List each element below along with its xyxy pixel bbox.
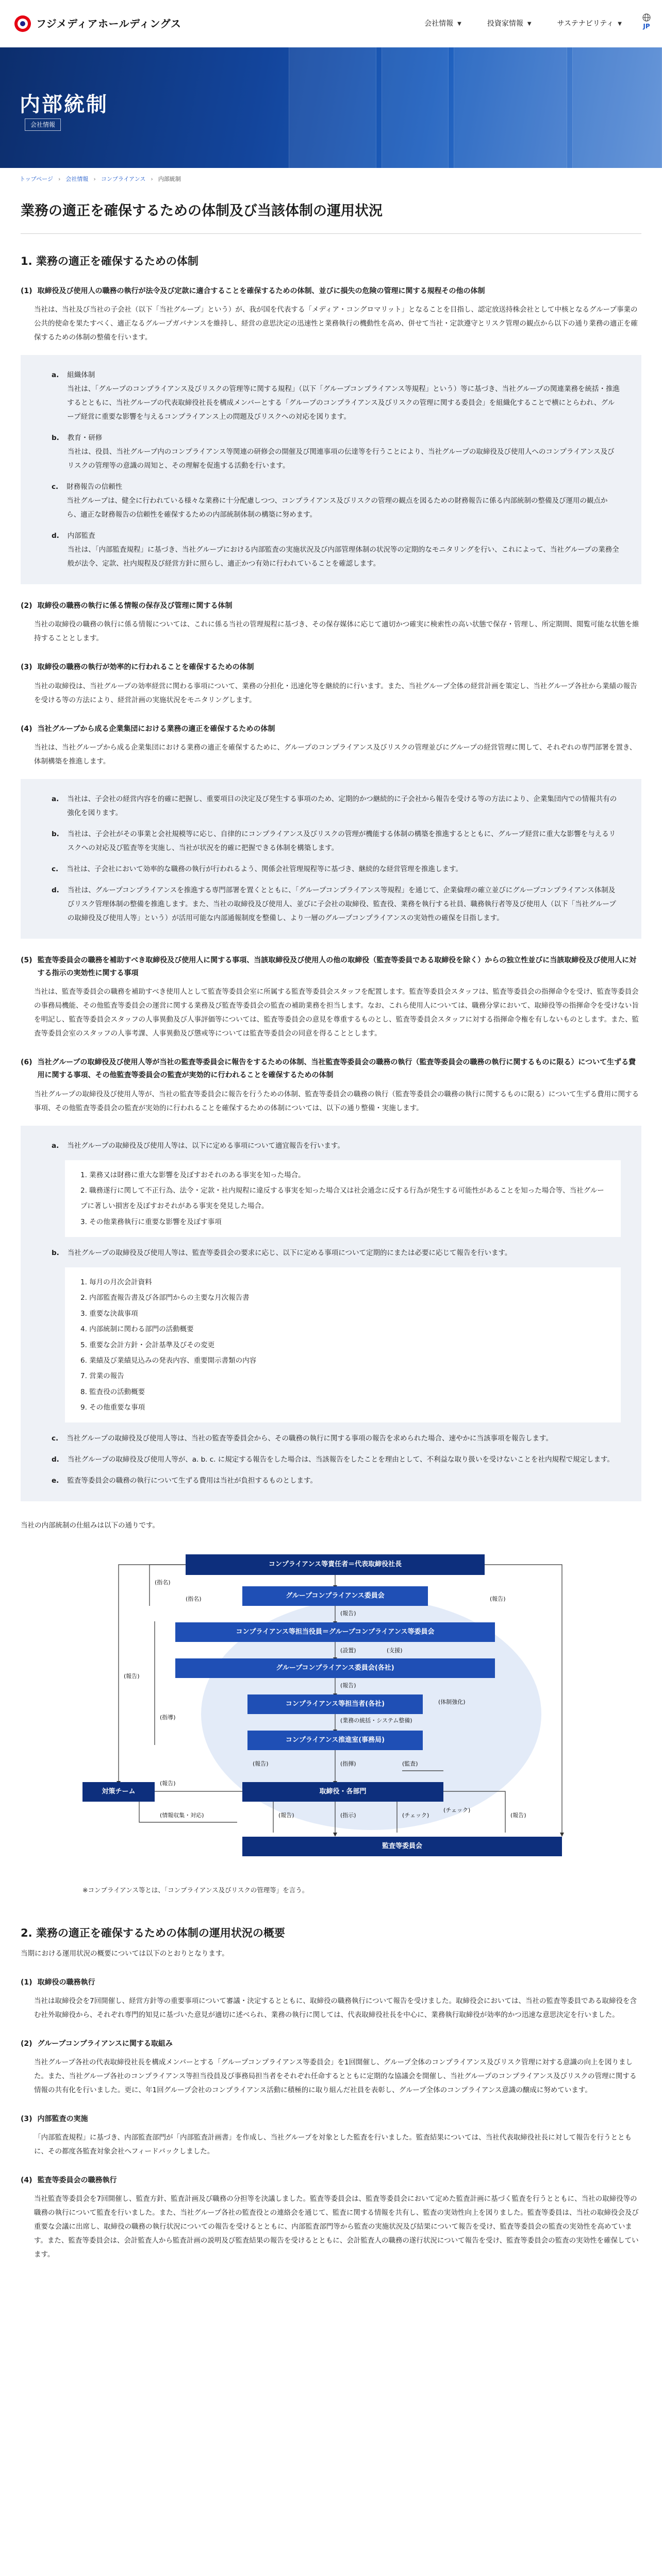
sub-list-item: 5. 重要な会計方針・会計基準及びその変更: [80, 1341, 215, 1349]
section-1-title: 1. 業務の適正を確保するための体制: [21, 255, 198, 267]
item-heading: [21, 600, 641, 613]
company-logo-icon: [13, 14, 32, 33]
list-text: 当社グループの取締役及び使用人等が、a. b. c. に規定する報告をした場合は、当該報告をしたことを理由として、不利益な取り扱いを受けないことを社内規程で規定します。: [67, 1455, 614, 1464]
diagram-label: (情報収集・対応): [160, 1812, 204, 1819]
list-label: 内部監査: [67, 532, 95, 540]
sub-list-item: 3. 重要な決裁事項: [80, 1309, 138, 1318]
cc-secretariat-box: コンプライアンス推進室(事務局): [247, 1731, 423, 1750]
diagram-label: (監査): [402, 1760, 418, 1768]
diagram-label: (報告): [124, 1673, 140, 1680]
list-marker: d.: [52, 1455, 59, 1464]
detail-box: [21, 1126, 641, 1502]
sub-list-box: [65, 1267, 621, 1422]
compliance-officer-box: コンプライアンス等担当役員＝グループコンプライアンス等委員会: [175, 1622, 495, 1642]
language-label: JP: [643, 23, 650, 30]
item-heading-text: 当社グループの取締役及び使用人等が当社の監査等委員会に報告をするための体制、当社監査等委員会の職務の執行（監査等委員会の職務の執行に関するものに限る）について生ずる費用に関する事項、その他監査等委員会の監査が実効的に行われることを確保するための体制: [37, 1058, 636, 1080]
nav-sustainability[interactable]: [557, 17, 622, 31]
list-marker: b.: [52, 1249, 59, 1257]
item-heading-text: 取締役の職務の執行に係る情報の保存及び管理に関する体制: [37, 602, 233, 611]
list-text: 当社は、子会社の経営内容を的確に把握し、重要項目の決定及び発生する事項のため、定期的かつ継続的に子会社から報告を受ける等の方法により、企業集団内での情報共有の強化を図ります。: [67, 794, 617, 817]
item-body: 当社は取締役会を7回開催し、経営方針等の重要事項について審議・決定するとともに、取締役の職務執行について報告を受けました。取締役会においては、当社の監査等委員である取締役を含む社外取締役から、それぞれ専門的知見に基づいた意見が適切に述べられ、業務の執行に関しては、代表取締役社長を中心に、業務執行取締役が効率的かつ迅速な意思決定を行いました。: [34, 1996, 637, 2019]
breadcrumb-separator: ›: [58, 176, 61, 182]
diagram-label: (報告): [510, 1812, 526, 1819]
connector-arrow: [560, 1833, 564, 1837]
sub-list-item: 1. 業務又は財務に重大な影響を及ぼすおそれのある事実を知った場合。: [80, 1171, 305, 1179]
item-heading-text: 取締役の職務の執行が効率的に行われることを確保するための体制: [37, 663, 254, 672]
list-marker: b.: [52, 434, 59, 443]
logo[interactable]: [13, 14, 181, 33]
item-heading: [21, 285, 641, 298]
sub-list-item: 2. 内部監査報告書及び各部門からの主要な月次報告書: [80, 1294, 250, 1302]
connector-arrow: [333, 1833, 337, 1837]
list-label: 組織体制: [67, 371, 95, 380]
sub-list-item: 8. 監査役の活動概要: [80, 1387, 145, 1396]
diagram-label: (報告): [253, 1760, 269, 1768]
list-marker: a.: [52, 794, 59, 803]
list-text: 当社は、グループコンプライアンスを推進する専門部署を置くとともに、「グループコンプライアンス等規程」を通じて、企業倫理の確立並びにグループコンプライアンス体制及びリスク管理体制の整備を推進します。また、当社の取締役及び使用人、並びに子会社の取締役、監査役、業務を執行する社員、職務執行者等及び使用人（以下「当社グループの取締役及び使用人等」という）が活用可能な内部通報制度を整備し、より一層のグループコンプライアンスの実効性の確保を目指します。: [67, 886, 616, 922]
item-number: (4): [21, 2176, 32, 2185]
list-marker: c.: [52, 865, 59, 873]
list-marker: a.: [52, 1141, 59, 1150]
item-number: (1): [21, 287, 32, 295]
diagram-intro: 当社の内部統制の仕組みは以下の通りです。: [21, 1521, 159, 1530]
sub-list-item: 9. その他重要な事項: [80, 1403, 145, 1412]
item-heading-text: グループコンプライアンスに関する取組み: [37, 2039, 173, 2048]
group-committee-box: グループコンプライアンス委員会: [242, 1586, 428, 1606]
section-2-title: 2. 業務の適正を確保するための体制の運用状況の概要: [21, 1927, 285, 1940]
list-marker: c.: [52, 483, 59, 492]
item-heading-text: 当社グループから成る企業集団における業務の適正を確保するための体制: [37, 724, 275, 733]
site-header: [0, 0, 662, 47]
item-heading: [21, 2038, 641, 2050]
audit-committee-box: 監査等委員会: [242, 1837, 562, 1856]
sub-list-item: 1. 毎月の月次会計資料: [80, 1278, 152, 1286]
hero-title: 内部統制: [20, 93, 108, 116]
item-body: 当社の取締役は、当社グループの効率経営に関わる事項について、業務の分担化・迅速化等を継続的に行います。また、当社グループ全体の経営計画を策定し、当社グループ各社から業績の報告を受ける等の方法により、経営計画の実施状況をモニタリングします。: [34, 682, 637, 704]
list-item: [52, 827, 621, 855]
diagram-label: (指名): [155, 1579, 171, 1586]
breadcrumb-link-compliance[interactable]: コンプライアンス: [101, 176, 146, 182]
hero-building-image: [572, 36, 662, 168]
hero-building-image: [382, 46, 449, 168]
diagram-label: (設置): [340, 1647, 356, 1654]
item-heading: [21, 661, 641, 674]
diagram-label: (報告): [278, 1812, 294, 1819]
section-2-intro: 当期における運用状況の概要については以下のとおりとなります。: [21, 1949, 229, 1958]
chevron-down-icon: ▼: [618, 21, 622, 27]
sub-list-item: 4. 内部統制に関わる部門の活動概要: [80, 1325, 194, 1334]
language-switch[interactable]: [642, 13, 651, 30]
list-item: [52, 1139, 621, 1153]
diagram-footnote: ※コンプライアンス等とは、「コンプライアンス及びリスクの管理等」を言う。: [82, 1886, 309, 1894]
board-departments-box: 取締役・各部門: [242, 1782, 443, 1802]
list-text: 当社は、「内部監査規程」に基づき、当社グループにおける内部監査の実施状況及び内部管理体制の状況等の定期的なモニタリングを行い、これによって、当社グループの業務全般が法令、定款、社内規程及び経営方針に照らし、適正かつ有効に行われていることを確認します。: [67, 546, 619, 568]
list-item: [52, 862, 621, 876]
item-heading: [21, 1976, 641, 1989]
diagram-label: (報告): [490, 1596, 506, 1603]
list-text: 当社グループは、健全に行われている様々な業務に十分配慮しつつ、コンプライアンス及びリスクの管理の観点を図るための財務報告に係る内部統制の整備及び運用の観点から、適正な財務報告の信頼性を確保するための内部統制体制の構築に努めます。: [67, 497, 608, 519]
item-heading-text: 取締役の職務執行: [37, 1978, 95, 1987]
item-heading-text: 監査等委員会の職務を補助すべき取締役及び使用人に関する事項、当該取締役及び使用人の他の取締役（監査等委員である取締役を除く）からの独立性並びに当該取締役及び使用人に対する指示の実効性に関する事項: [37, 956, 637, 977]
diagram-label: (報告): [340, 1610, 356, 1617]
global-nav: [424, 17, 622, 31]
diagram-label: (報告): [340, 1682, 356, 1689]
item-heading-text: 内部監査の実施: [37, 2115, 88, 2123]
breadcrumb-separator: ›: [93, 176, 96, 182]
item-body: 当社は、当社及び当社の子会社（以下「当社グループ」という）が、我が国を代表する「メディア・コングロマリット」となることを目指し、認定放送持株会社として中核となるグループ事業の公共的使命を果たすべく、適正なるグループガバナンスを維持し、経営の意思決定の迅速性と業務執行の機動性を高め、併せて当社・定款遵守とリスク管理の観点から以下の通り業務の適正を確保するための体制の整備を行います。: [34, 306, 638, 342]
list-item: [52, 368, 621, 424]
breadcrumb-separator: ›: [151, 176, 153, 182]
list-label: 教育・研修: [67, 434, 103, 443]
list-text: 当社は、子会社において効率的な職務の執行が行われるよう、関係会社管理規程等に基づき、継続的な経営管理を推進します。: [67, 865, 463, 873]
diagram-label: (業務の統括・システム整備): [340, 1717, 412, 1724]
list-marker: d.: [52, 886, 59, 894]
list-text: 当社グループの取締役及び使用人等は、当社の監査等委員会から、その職務の執行に関する事項の報告を求められた場合、速やかに当該事項を報告します。: [67, 1434, 553, 1443]
list-item: [52, 792, 621, 820]
internal-control-diagram: [82, 1544, 629, 1879]
detail-box: [21, 355, 641, 584]
item-heading: [21, 723, 641, 736]
item-number: (3): [21, 663, 32, 672]
list-item: [52, 1453, 621, 1467]
list-label: 財務報告の信頼性: [67, 483, 123, 492]
item-heading-text: 監査等委員会の職務執行: [37, 2176, 117, 2185]
item-heading: [21, 2174, 641, 2187]
item-heading: [21, 954, 641, 980]
nav-label: 投資家情報: [487, 19, 523, 28]
diagram-label: (チェック): [402, 1812, 429, 1819]
globe-icon: [642, 13, 651, 22]
item-body: 当社は、監査等委員会の職務を補助すべき使用人として監査等委員会室に所属する監査等委員会スタッフを配置します。監査等委員会スタッフは、監査等委員会の指揮命令を受け、監査等委員会の事務局機能、その他監査等委員会の運営に関する業務及び監査等委員会の監査の補助業務を担当します。なお、これら使用人については、職務分掌において、取締役等の指揮命令を受けない旨を明記し、監査等委員会スタッフの人事異動及び人事評価等については、監査等委員会の意見を尊重するものとし、監査等委員会スタッフに対する指揮命令権を有しないものとします。また、監査等委員会室のスタッフの人事考課、人事異動及び懲戒等については監査等委員会の同意を得ることとします。: [34, 988, 639, 1038]
page-title: 業務の適正を確保するための体制及び当該体制の運用状況: [21, 201, 641, 234]
sub-list-box: [65, 1160, 621, 1238]
list-marker: a.: [52, 371, 59, 380]
chevron-down-icon: ▼: [457, 21, 461, 27]
nav-company-info[interactable]: [424, 17, 461, 31]
list-item: [52, 1432, 621, 1446]
item-body: 「内部監査規程」に基づき、内部監査部門が「内部監査計画書」を作成し、当社グループを対象とした監査を行いました。監査結果については、当社代表取締役社長に対して報告を行うとともに、その都度各監査対象会社へフィードバックしました。: [34, 2133, 632, 2156]
list-marker: e.: [52, 1477, 59, 1485]
list-text: 当社グループの取締役及び使用人等は、監査等委員会の要求に応じ、以下に定める事項について定期的にまたは必要に応じて報告を行います。: [67, 1249, 512, 1257]
hero-category-tag: 会社情報: [25, 118, 61, 131]
item-number: (2): [21, 2039, 32, 2048]
sub-list-item: 6. 業績及び業績見込みの発表内容、重要開示書類の内容: [80, 1356, 257, 1365]
task-team-box: 対策チーム: [82, 1782, 155, 1802]
list-item: [52, 1246, 621, 1260]
nav-investor-info[interactable]: [487, 17, 532, 31]
cc-officer-box: コンプライアンス等担当者(各社): [247, 1694, 423, 1714]
group-cc-box: グループコンプライアンス委員会(各社): [175, 1658, 495, 1678]
list-marker: b.: [52, 829, 59, 838]
diagram-label: (指導): [160, 1714, 176, 1721]
compliance-head-box: コンプライアンス等責任者＝代表取締役社長: [186, 1554, 485, 1575]
list-text: 当社グループの取締役及び使用人等は、以下に定める事項について適宜報告を行います。: [67, 1141, 344, 1150]
item-body: 当社は、当社グループから成る企業集団における業務の適正を確保するために、グループのコンプライアンス及びリスクの管理並びにグループの経営管理に関して、それぞれの専門部署を置き、体制構築を推進します。: [34, 743, 637, 766]
list-marker: c.: [52, 1434, 59, 1443]
breadcrumb-link-company[interactable]: 会社情報: [65, 176, 89, 182]
item-number: (6): [21, 1058, 32, 1067]
main-content: [21, 201, 641, 2262]
breadcrumb-link-top[interactable]: トップページ: [20, 176, 54, 182]
list-item: [52, 431, 621, 473]
item-number: (1): [21, 1978, 32, 1987]
list-text: 当社は、「グループのコンプライアンス及びリスクの管理等に関する規程」（以下「グループコンプライアンス等規程」という）等に基づき、当社グループの関連業務を統括・推進するとともに、当社グループの代表取締役社長を構成メンバーとする「グループのコンプライアンス及びリスクの管理に関する委員会」を組織化することで横にとらわれ、グループ経営に重要な影響を与えるコンプライアンス上の問題及びリスクへの対応を図ります。: [67, 385, 620, 421]
item-body: 当社グループの取締役及び使用人等が、当社の監査等委員会に報告を行うための体制、監査等委員会の職務の執行（監査等委員会の職務の執行に関するものに限る）について生ずる費用に関する事項、その他監査等委員会の監査が実効的に行われることを確保するための体制については、以下の通り整備・実施します。: [34, 1090, 639, 1112]
sub-list-item: 7. 営業の報告: [80, 1372, 124, 1381]
company-name: フジメディアホールディングス: [36, 18, 181, 30]
diagram-label: (指示): [340, 1812, 356, 1819]
diagram-label: (指揮): [340, 1760, 356, 1768]
item-heading: [21, 1056, 641, 1082]
list-marker: d.: [52, 532, 59, 540]
diagram-label: (支援): [387, 1647, 403, 1654]
chevron-down-icon: ▼: [527, 21, 532, 27]
nav-label: 会社情報: [424, 19, 454, 28]
sub-list-item: 3. その他業務執行に重要な影響を及ぼす事項: [80, 1217, 222, 1226]
item-heading-text: 取締役及び使用人の職務の執行が法令及び定款に適合することを確保するための体制、並びに損失の危険の管理に関する規程その他の体制: [37, 287, 485, 295]
breadcrumb-current: 内部統制: [158, 176, 181, 182]
list-text: 当社は、子会社がその事業と会社規模等に応じ、自律的にコンプライアンス及びリスクの管理が機能する体制の構築を推進するとともに、グループ経営に重大な影響を与えるリスクへの対応及び監査等を実施し、当社が状況を的確に把握できる体制を構築します。: [67, 829, 616, 852]
list-item: [52, 529, 621, 571]
list-item: [52, 480, 621, 522]
list-item: [52, 884, 621, 925]
diagram-label: (報告): [160, 1780, 176, 1787]
detail-box: [21, 779, 641, 939]
item-number: (2): [21, 602, 32, 611]
item-number: (3): [21, 2115, 32, 2123]
diagram-label: (チェック): [443, 1807, 471, 1814]
item-heading: [21, 2113, 641, 2126]
item-body: 当社グループ各社の代表取締役社長を構成メンバーとする「グループコンプライアンス等委員会」を1回開催し、グループ全体のコンプライアンス及びリスク管理に対する意識の向上を図りました。また、当社グループ各社のコンプライアンス等担当役員及び事務局担当者をそれぞれ任命するとともに定期的な協議会を開催し、当社グループのコンプライアンス及びリスクの管理に関する情報の共有化を行いました。更に、年1回グループ会社のコンプライアンス活動に積極的に取り組んだ社員を表彰し、グループ全体のコンプライアンス意識の醸成に努めています。: [34, 2058, 637, 2094]
item-number: (4): [21, 724, 32, 733]
breadcrumb: [20, 174, 181, 185]
list-text: 監査等委員会の職務の執行について生ずる費用は当社が負担するものとします。: [67, 1477, 317, 1485]
sub-list-item: 2. 職務遂行に関して不正行為、法令・定款・社内規程に違反する事実を知った場合又は社会通念に反する行為が発生する可能性があることを知った場合等、当社グループに著しい損害を及ぼすおそれがある事実を発見した場合。: [80, 1186, 604, 1211]
item-body: 当社の取締役の職務の執行に係る情報については、これに係る当社の管理規程に基づき、その保存媒体に応じて適切かつ確実に検索性の高い状態で保存・管理し、所定期間、閲覧可能な状態を維持することとします。: [34, 620, 639, 643]
list-item: [52, 1474, 621, 1488]
item-body: 当社監査等委員会を7回開催し、監査方針、監査計画及び職務の分担等を決議しました。監査等委員会は、監査等委員会において定めた監査計画に基づく監査を行うとともに、当社の取締役等の職務の執行について監査を行いました。また、当社グループ各社の監査役との連絡会を通じて、監査に関する情報を共有し、監査の実効性向上を図りました。監査等委員は、当社の取締役会及び重要な会議に出席し、取締役の職務の執行状況についての報告を受けるとともに、内部監査部門等から監査の実施状況及び結果について報告を受け、監査等委員会の監査の実効性を高めています。また、監査等委員会は、会計監査人から監査計画の説明及び監査結果の報告を受けるとともに、会計監査人の職務の遂行状況について報告を受け、監査等委員会の監査の実効性を確保しています。: [34, 2195, 639, 2259]
diagram-label: (体制強化): [438, 1699, 466, 1706]
list-text: 当社は、役員、当社グループ内のコンプライアンス等関連の研修会の開催及び関連事項の伝達等を行うことにより、当社グループの取締役及び使用人へのコンプライアンス及びリスクの管理等の意識の周知と、その理解を促進する活動を行います。: [67, 448, 615, 470]
nav-label: サステナビリティ: [557, 19, 614, 28]
item-number: (5): [21, 956, 32, 964]
diagram-label: (指名): [186, 1596, 202, 1603]
